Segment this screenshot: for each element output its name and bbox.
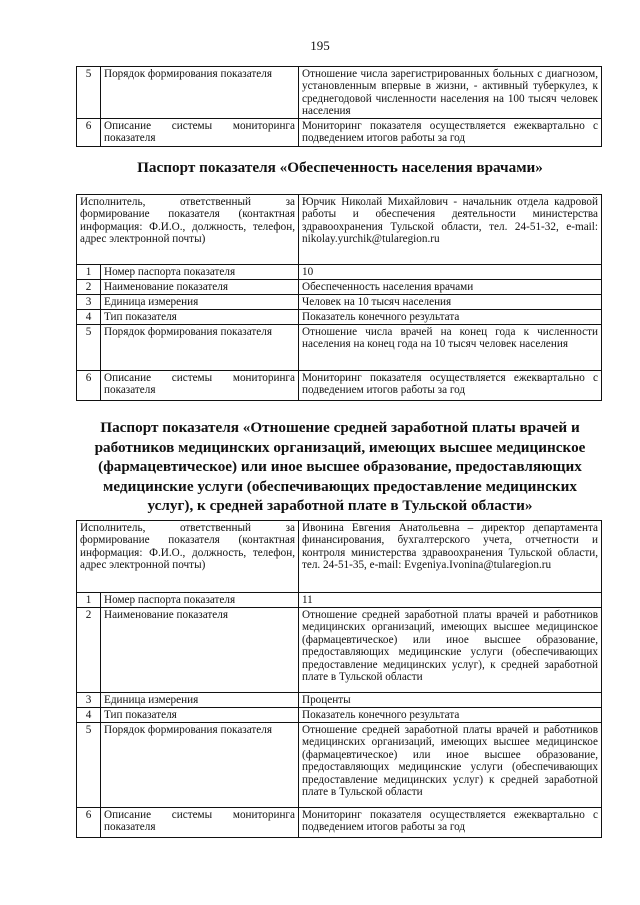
section2-title-line: медицинские услуги (обеспечивающих предоставление медицинских — [103, 477, 577, 495]
table-row — [77, 325, 602, 371]
row-number: 4 — [77, 310, 101, 325]
table-row — [77, 310, 602, 325]
row-value: Показатель конечного результата — [299, 310, 602, 325]
executor-label: Исполнитель, ответственный за формирование показателя (контактная информация: Ф.И.О., должность, телефон, адрес электронной почты) — [77, 195, 299, 265]
row-number: 2 — [77, 608, 101, 693]
row-value: Отношение числа врачей на конец года к численности населения на конец года на 10 тысяч человек населения — [299, 325, 602, 371]
row-label: Наименование показателя — [101, 280, 299, 295]
executor-row — [77, 195, 602, 265]
row-label: Тип показателя — [101, 708, 299, 723]
row-value: Мониторинг показателя осуществляется ежеквартально с подведением итогов работы за год — [299, 118, 602, 146]
row-number: 6 — [77, 808, 101, 838]
row-label: Описание системы мониторинга показателя — [101, 808, 299, 838]
row-value: Показатель конечного результата — [299, 708, 602, 723]
table-row — [77, 593, 602, 608]
table-row — [77, 808, 602, 838]
table-row — [77, 295, 602, 310]
section2-title-line: Паспорт показателя «Отношение средней заработной платы врачей и — [100, 419, 580, 436]
executor-value: Ивонина Евгения Анатольевна – директор департамента финансирования, бухгалтерского учета, отчетности и контроля министерства здравоохранения Тульской области, тел. 24-51-35, e-mail: Evgeniya.Ivonina@tularegion.ru — [299, 521, 602, 593]
row-number: 3 — [77, 295, 101, 310]
section2-title-line: услуг), к средней заработной плате в Тульской области» — [147, 497, 533, 514]
row-label: Порядок формирования показателя — [101, 67, 299, 119]
row-label: Описание системы мониторинга показателя — [101, 371, 299, 401]
row-value: 10 — [299, 265, 602, 280]
section2-title — [80, 418, 600, 516]
row-number: 5 — [77, 325, 101, 371]
row-label: Номер паспорта показателя — [101, 265, 299, 280]
executor-value: Юрчик Николай Михайлович - начальник отдела кадровой работы и обеспечения деятельности министерства здравоохранения Тульской области, тел. 24-51-32, e-mail: nikolay.yurchik@tularegion.ru — [299, 195, 602, 265]
row-label: Описание системы мониторинга показателя — [101, 118, 299, 146]
row-number: 6 — [77, 118, 101, 146]
row-value: 11 — [299, 593, 602, 608]
row-number: 1 — [77, 265, 101, 280]
row-label: Номер паспорта показателя — [101, 593, 299, 608]
row-value: Обеспеченность населения врачами — [299, 280, 602, 295]
table-row — [77, 67, 602, 119]
table-row — [77, 723, 602, 808]
row-number: 5 — [77, 723, 101, 808]
row-label: Наименование показателя — [101, 608, 299, 693]
row-label: Порядок формирования показателя — [101, 723, 299, 808]
row-label: Тип показателя — [101, 310, 299, 325]
section1-title: Паспорт показателя «Обеспеченность населения врачами» — [137, 159, 543, 176]
row-number: 3 — [77, 693, 101, 708]
executor-row — [77, 521, 602, 593]
section2-title-line: работников медицинских организаций, имеющих высшее медицинское — [94, 438, 586, 456]
row-value: Отношение числа зарегистрированных больных с диагнозом, установленным впервые в жизни, - активный туберкулез, к среднегодовой численности населения на 100 тысяч человек населения — [299, 67, 602, 119]
row-number: 5 — [77, 67, 101, 119]
indicator-passport-table-1 — [76, 194, 602, 401]
row-value: Проценты — [299, 693, 602, 708]
row-number: 2 — [77, 280, 101, 295]
table-row — [77, 708, 602, 723]
row-label: Единица измерения — [101, 693, 299, 708]
section2-title-line: (фармацевтическое) или иное высшее образование, предоставляющих — [98, 458, 582, 475]
row-value: Мониторинг показателя осуществляется ежеквартально с подведением итогов работы за год — [299, 808, 602, 838]
row-label: Порядок формирования показателя — [101, 325, 299, 371]
table-row — [77, 280, 602, 295]
table-row — [77, 118, 602, 146]
row-number: 6 — [77, 371, 101, 401]
row-label: Единица измерения — [101, 295, 299, 310]
row-value: Отношение средней заработной платы врачей и работников медицинских организаций, имеющих высшее медицинское (фармацевтическое) или иное высшее образование, предоставляющих медицинские услуги (обеспечивающих предоставление медицинских услуг), к средней заработной плате в Тульской области — [299, 608, 602, 693]
indicator-passport-table-2 — [76, 520, 602, 838]
indicator-table-continued — [76, 66, 602, 147]
table-row — [77, 693, 602, 708]
table-row — [77, 608, 602, 693]
table-row — [77, 265, 602, 280]
row-number: 1 — [77, 593, 101, 608]
table-row — [77, 371, 602, 401]
row-value: Мониторинг показателя осуществляется ежеквартально с подведением итогов работы за год — [299, 371, 602, 401]
page-number: 195 — [310, 38, 330, 53]
row-number: 4 — [77, 708, 101, 723]
row-value: Человек на 10 тысяч населения — [299, 295, 602, 310]
row-value: Отношение средней заработной платы врачей и работников медицинских организаций, имеющих высшее медицинское (фармацевтическое) или иное высшее образование, предоставляющих медицинские услуги (обеспечивающих предоставление медицинских услуг) к средней заработной плате в Тульской области — [299, 723, 602, 808]
executor-label: Исполнитель, ответственный за формирование показателя (контактная информация: Ф.И.О., должность, телефон, адрес электронной почты) — [77, 521, 299, 593]
